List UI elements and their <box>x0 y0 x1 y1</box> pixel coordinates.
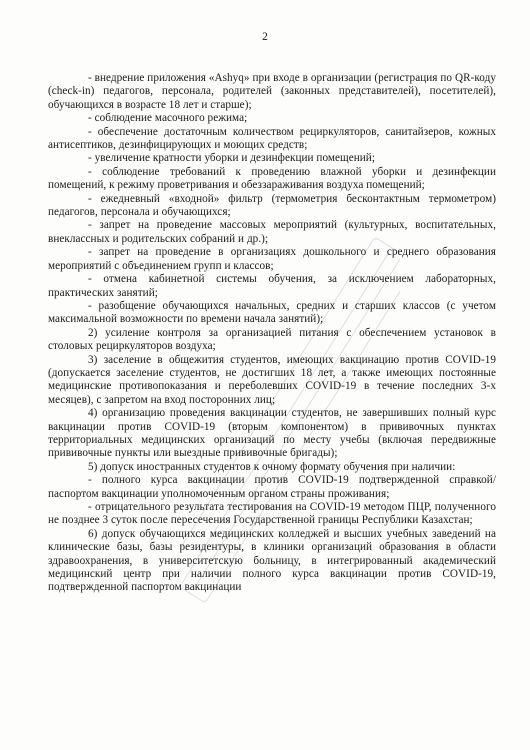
paragraph: - ежедневный «входной» фильтр (термометрия бесконтактным термометром) педагогов, персонала и обучающихся; <box>48 192 496 219</box>
paragraph: - внедрение приложения «Ashyq» при входе в организации (регистрация по QR-коду (check-in) педагогов, персонала, родителей (законных представителей), посетителей), обучающихся в возрасте 18 лет и старше); <box>48 72 496 111</box>
paragraph: - отмена кабинетной системы обучения, за исключением лабораторных, практических занятий; <box>48 273 496 299</box>
paragraph: - увеличение кратности уборки и дезинфекции помещений; <box>88 152 375 165</box>
paragraph: - соблюдение масочного режима; <box>88 112 248 125</box>
paragraph: - разобщение обучающихся начальных, средних и старших классов (с учетом максимальной возможности по времени начала занятий); <box>48 299 496 326</box>
paragraph: 3) заселение в общежития студентов, имеющих вакцинацию против COVID-19 (допускается заселение студентов, не достигших 18 лет, а также имеющих постоянные медицинские противопоказания и переболевших COVID-19 в течение последних 3-х месяцев), с запретом на вход посторонних лиц; <box>48 353 496 406</box>
paragraph: - запрет на проведение массовых мероприятий (культурных, воспитательных, внеклассных и родительских собраний и др.); <box>48 219 496 245</box>
paragraph: - запрет на проведение в организациях дошкольного и среднего образования мероприятий с объединением групп и классов; <box>48 246 496 272</box>
paragraph: - соблюдение требований к проведению влажной уборки и дезинфекции помещений, к режиму проветривания и обеззараживания воздуха помещений; <box>48 165 496 192</box>
paragraph: 2) усиление контроля за организацией питания с обеспечением установок в столовых рециркуляторов воздуха; <box>48 326 496 353</box>
page-number: 2 <box>262 31 268 43</box>
paragraph: - отрицательного результата тестирования на COVID-19 методом ПЦР, полученного не позднее 3 суток после пересечения Государственной границы Республики Казахстан; <box>48 501 496 527</box>
paragraph: - обеспечение достаточным количеством рециркуляторов, санитайзеров, кожных антисептиков, дезинфицирующих и моющих средств; <box>48 125 496 152</box>
paragraph: - полного курса вакцинации против COVID-19 подтвержденной справкой/паспортом вакцинации уполномоченным органом страны проживания; <box>48 474 496 500</box>
paragraph: 6) допуск обучающихся медицинских колледжей и высших учебных заведений на клинические базы, базы резидентуры, в клиники организаций образования в области здравоохранения, в университетскую больницу, в интегрированный академический медицинский центр при наличии полного курса вакцинации против COVID-19, подтвержденной паспортом вакцинации <box>48 527 496 594</box>
document-body <box>48 72 496 595</box>
paragraph: 5) допуск иностранных студентов к очному формату обучения при наличии: <box>88 460 456 473</box>
paragraph: 4) организацию проведения вакцинации студентов, не завершивших полный курс вакцинации против COVID-19 (вторым компонентом) в прививочных пунктах территориальных медицинских организаций по месту учебы (включая передвижные прививочные пункты или выездные прививочные бригады); <box>48 407 496 460</box>
